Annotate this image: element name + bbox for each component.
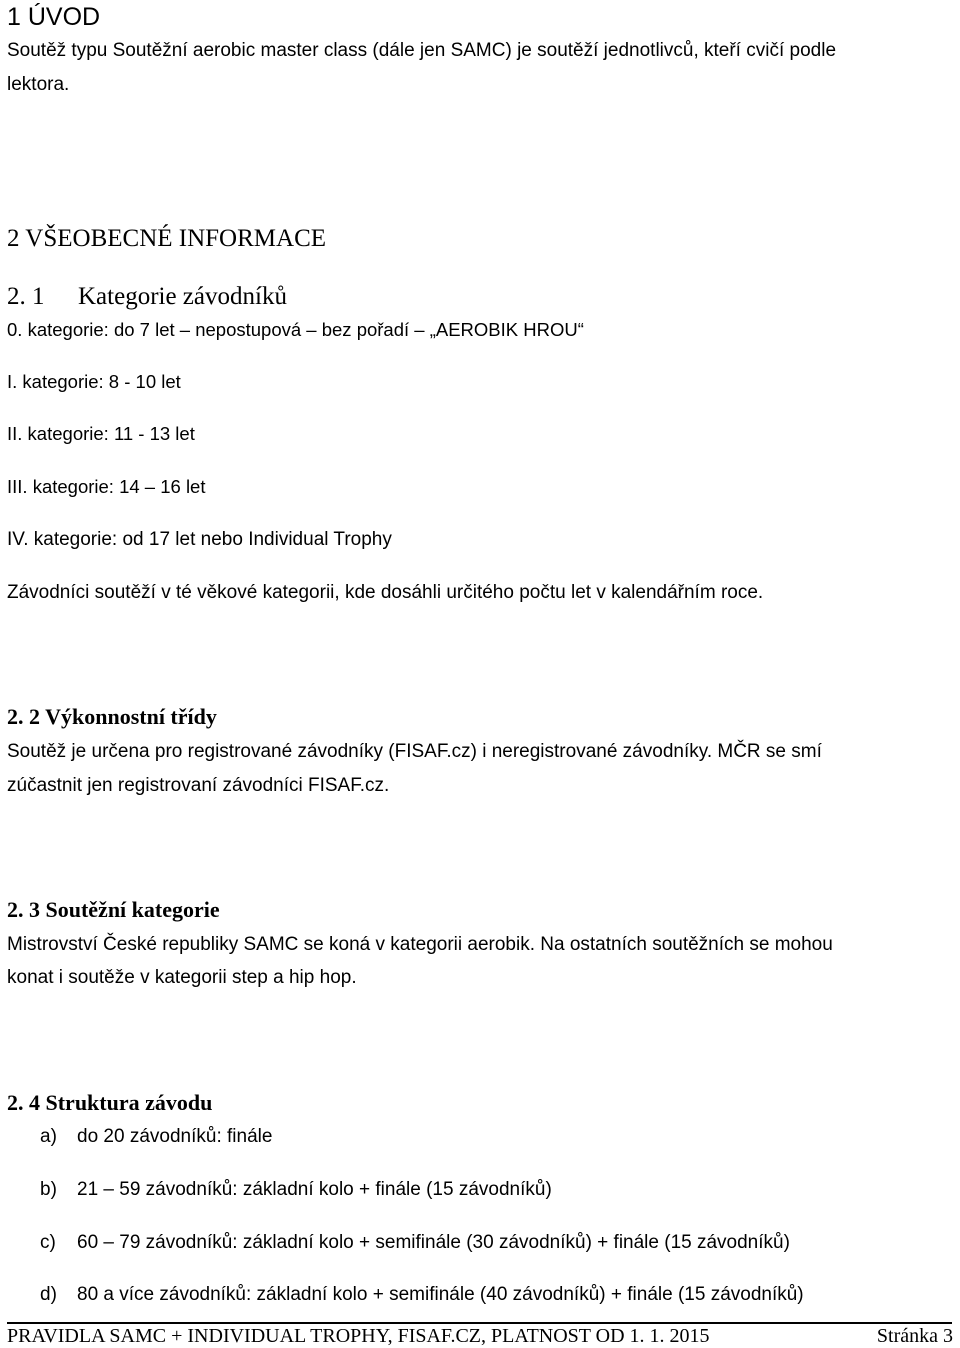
competition-paragraph-line2: konat i soutěže v kategorii step a hip hop.: [7, 967, 357, 988]
list-marker: c): [40, 1232, 56, 1253]
list-marker: a): [40, 1126, 57, 1147]
category-note: Závodníci soutěží v té věkové kategorii, kde dosáhli určitého počtu let v kalendářním roce.: [7, 582, 764, 603]
category-item: IV. kategorie: od 17 let nebo Individual Trophy: [7, 529, 392, 550]
subsection-heading-struktura-zavodu: 2. 4 Struktura závodu: [7, 1090, 213, 1115]
subsection-number: 2. 1: [7, 283, 45, 310]
list-item: [0, 1283, 960, 1307]
category-item: III. kategorie: 14 – 16 let: [7, 476, 206, 497]
section-heading-uvod: 1 ÚVOD: [7, 3, 101, 31]
list-item-text: 80 a více závodníků: základní kolo + semifinále (40 závodníků) + finále (15 závodníků): [77, 1284, 804, 1305]
category-item: 0. kategorie: do 7 let – nepostupová – bez pořadí – „AEROBIK HROU“: [7, 319, 584, 340]
intro-paragraph-line2: lektora.: [7, 74, 70, 95]
list-item: [0, 1231, 960, 1255]
page-footer: [7, 1324, 953, 1348]
competition-paragraph-line1: Mistrovství České republiky SAMC se koná v kategorii aerobik. Na ostatních soutěžních se mohou: [7, 934, 833, 955]
section-heading-vseobecne-informace: 2 VŠEOBECNÉ INFORMACE: [7, 225, 327, 252]
subsection-heading-vykonnostni-tridy: 2. 2 Výkonnostní třídy: [7, 704, 217, 729]
category-item: II. kategorie: 11 - 13 let: [7, 423, 195, 444]
list-item-text: 21 – 59 závodníků: základní kolo + finále (15 závodníků): [77, 1179, 552, 1200]
list-item: [0, 1125, 960, 1149]
category-item: I. kategorie: 8 - 10 let: [7, 371, 181, 392]
intro-paragraph-line1: Soutěž typu Soutěžní aerobic master class (dále jen SAMC) je soutěží jednotlivců, kteří cvičí podle: [7, 40, 837, 61]
list-item-text: 60 – 79 závodníků: základní kolo + semifinále (30 závodníků) + finále (15 závodníků): [77, 1232, 790, 1253]
list-marker: b): [40, 1179, 57, 1200]
subsection-heading-soutezni-kategorie: 2. 3 Soutěžní kategorie: [7, 897, 220, 922]
performance-paragraph-line1: Soutěž je určena pro registrované závodníky (FISAF.cz) i neregistrované závodníky. MČR se smí: [7, 741, 822, 762]
list-marker: d): [40, 1284, 57, 1305]
performance-paragraph-line2: zúčastnit jen registrovaní závodníci FISAF.cz.: [7, 775, 390, 796]
list-item: [0, 1178, 960, 1202]
subsection-title-kategorie: Kategorie závodníků: [78, 283, 287, 310]
list-item-text: do 20 závodníků: finále: [77, 1126, 273, 1147]
footer-page-number: Stránka 3: [876, 1325, 953, 1347]
footer-document-title: PRAVIDLA SAMC + INDIVIDUAL TROPHY, FISAF.CZ, PLATNOST OD 1. 1. 2015: [7, 1325, 710, 1347]
